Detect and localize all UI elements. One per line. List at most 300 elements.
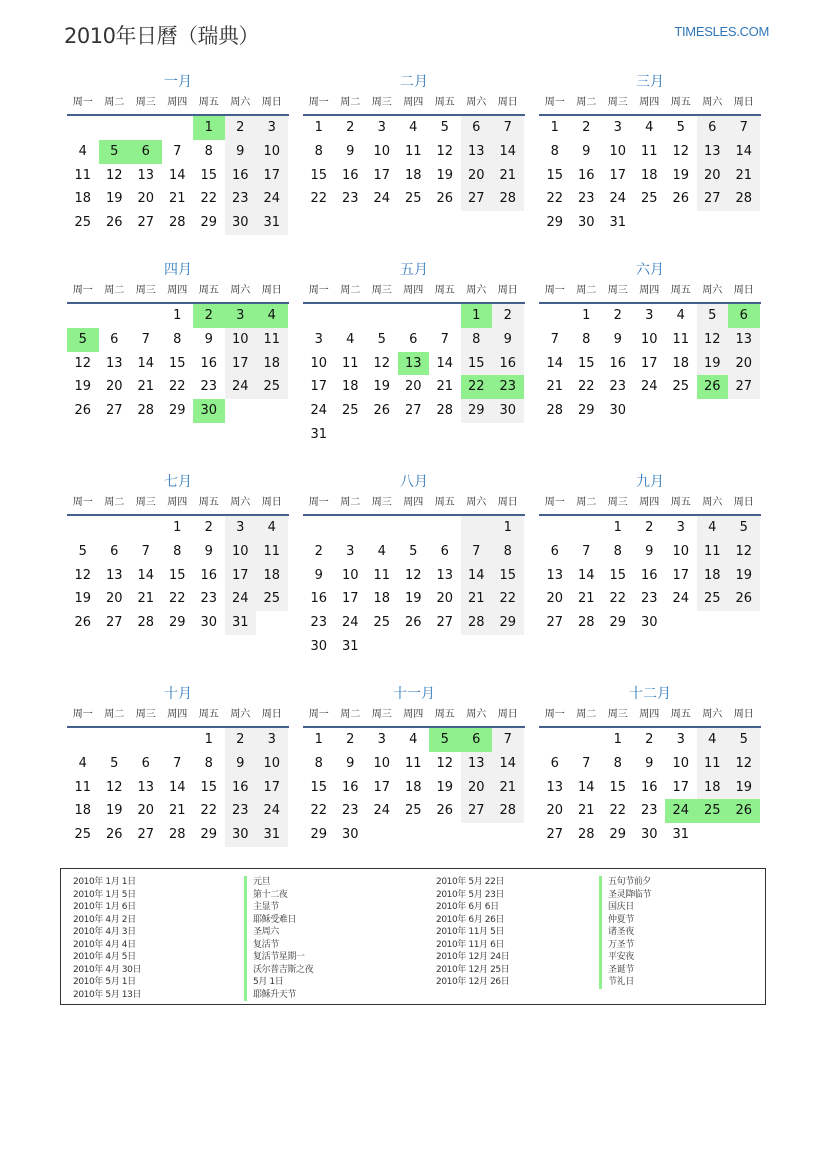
weekday-header [303,280,525,304]
day-cell: 6 [141,755,150,771]
weekday-label: 周三 [371,285,392,296]
day-cell: 11 [672,331,690,347]
empty-day-cell [67,116,99,140]
weekday-label: 周二 [104,709,125,720]
weekday-header [539,492,761,516]
day-cell: 4 [676,308,685,323]
day-cell: 29 [609,615,627,631]
day-cell: 1 [173,520,182,535]
weekday-label: 周三 [607,97,628,108]
day-cell: 29 [168,403,186,419]
weekday-label: 周三 [607,709,628,720]
day-grid [303,516,524,659]
day-cell: 27 [546,827,564,843]
day-cell: 8 [204,143,213,159]
day-cell: 22 [546,191,564,207]
month-name: 四月 [164,262,192,278]
day-cell: 3 [314,331,323,347]
day-cell: 19 [697,352,729,376]
holiday-day-cell: 23 [492,375,524,399]
day-cell: 27 [546,615,564,631]
day-cell: 20 [697,164,729,188]
weekday-label: 周四 [167,97,188,108]
weekday-label: 周四 [167,285,188,296]
day-cell: 21 [461,587,493,611]
holiday-day-cell: 2 [193,304,225,328]
day-cell: 15 [168,567,186,583]
day-cell: 21 [436,379,454,395]
day-cell: 7 [173,755,182,771]
day-cell: 11 [256,328,288,352]
day-cell: 10 [373,755,391,771]
day-cell: 17 [256,164,288,188]
weekday-header [67,92,289,116]
day-cell: 1 [204,732,213,747]
day-cell: 16 [225,164,257,188]
day-grid [303,116,524,211]
day-cell: 24 [256,799,288,823]
day-cell: 18 [640,167,658,183]
weekday-label: 周三 [371,709,392,720]
day-cell: 14 [461,564,493,588]
day-grid [67,516,288,635]
day-cell: 17 [310,379,328,395]
day-cell: 29 [168,615,186,631]
empty-day-cell [461,516,493,540]
empty-day-cell [130,728,162,752]
holiday-day-cell: 1 [461,304,493,328]
day-cell: 6 [110,543,119,559]
day-grid [303,728,524,847]
day-cell: 5 [728,516,760,540]
empty-day-cell [571,516,603,540]
day-cell: 14 [168,779,186,795]
holiday-date: 2010年 12月 25日 [436,964,510,975]
weekday-label: 周五 [198,709,219,720]
day-cell: 28 [461,611,493,635]
day-cell: 13 [697,140,729,164]
day-cell: 31 [256,211,288,235]
day-cell: 23 [640,803,658,819]
holiday-date: 2010年 5月 23日 [436,889,505,900]
weekday-label: 周三 [135,709,156,720]
weekday-label: 周六 [466,285,487,296]
day-cell: 24 [225,375,257,399]
day-cell: 21 [577,803,595,819]
weekday-label: 周五 [434,97,455,108]
day-cell: 30 [609,403,627,419]
day-cell: 21 [492,164,524,188]
weekday-label: 周五 [434,285,455,296]
day-cell: 29 [461,399,493,423]
weekday-label: 周一 [72,497,93,508]
day-cell: 28 [168,215,186,231]
day-cell: 14 [492,752,524,776]
weekday-header [539,280,761,304]
day-cell: 13 [546,779,564,795]
day-cell: 30 [225,823,257,847]
day-cell: 3 [256,728,288,752]
day-cell: 26 [436,803,454,819]
day-cell: 9 [225,752,257,776]
weekday-label: 周一 [72,97,93,108]
day-cell: 11 [697,540,729,564]
weekday-label: 周四 [167,497,188,508]
day-cell: 3 [256,116,288,140]
day-cell: 7 [550,331,559,347]
day-cell: 31 [256,823,288,847]
weekday-label: 周四 [403,497,424,508]
day-cell: 25 [697,587,729,611]
day-cell: 7 [141,543,150,559]
weekday-label: 周五 [198,497,219,508]
day-cell: 17 [341,591,359,607]
weekday-label: 周日 [261,97,282,108]
weekday-label: 周二 [340,497,361,508]
day-cell: 4 [645,120,654,135]
day-cell: 21 [168,803,186,819]
day-cell: 26 [436,191,454,207]
day-cell: 12 [74,355,92,371]
weekday-label: 周二 [340,709,361,720]
day-cell: 31 [609,215,627,231]
day-cell: 2 [492,304,524,328]
day-cell: 1 [613,520,622,535]
weekday-label: 周一 [544,285,565,296]
day-cell: 4 [346,331,355,347]
day-cell: 31 [225,611,257,635]
day-cell: 14 [436,355,454,371]
empty-day-cell [366,516,398,540]
holiday-day-cell: 1 [193,116,225,140]
day-cell: 13 [105,355,123,371]
day-cell: 5 [676,120,685,135]
day-cell: 15 [577,355,595,371]
weekday-label: 周六 [230,709,251,720]
day-cell: 5 [110,755,119,771]
weekday-label: 周四 [639,285,660,296]
day-cell: 20 [137,803,155,819]
day-cell: 6 [409,331,418,347]
day-cell: 10 [672,755,690,771]
weekday-label: 周三 [607,285,628,296]
day-cell: 4 [409,120,418,135]
holiday-date: 2010年 5月 13日 [73,989,142,1000]
holiday-date: 2010年 4月 4日 [73,939,136,950]
holiday-date: 2010年 4月 30日 [73,964,142,975]
day-cell: 27 [697,187,729,211]
day-cell: 28 [492,187,524,211]
day-cell: 7 [440,331,449,347]
day-cell: 30 [640,827,658,843]
day-cell: 7 [582,755,591,771]
day-cell: 5 [728,728,760,752]
day-cell: 29 [310,827,328,843]
holiday-day-cell: 30 [193,399,225,423]
day-cell: 23 [225,187,257,211]
empty-day-cell [398,304,430,328]
day-cell: 21 [728,164,760,188]
weekday-label: 周四 [639,709,660,720]
day-cell: 11 [74,167,92,183]
weekday-label: 周三 [371,497,392,508]
holiday-date: 2010年 1月 1日 [73,877,136,887]
day-cell: 6 [550,543,559,559]
day-cell: 8 [173,331,182,347]
weekday-label: 周一 [308,285,329,296]
weekday-label: 周三 [135,285,156,296]
day-cell: 22 [609,803,627,819]
day-cell: 19 [74,379,92,395]
day-cell: 16 [341,779,359,795]
day-cell: 7 [728,116,760,140]
day-cell: 16 [609,355,627,371]
day-cell: 19 [105,803,123,819]
day-cell: 18 [256,564,288,588]
month-block [67,472,289,635]
day-cell: 3 [613,120,622,135]
day-cell: 4 [256,516,288,540]
day-cell: 2 [613,308,622,323]
empty-day-cell [539,728,571,752]
weekday-label: 周五 [670,97,691,108]
day-cell: 15 [168,355,186,371]
day-cell: 22 [577,379,595,395]
weekday-header [303,492,525,516]
day-cell: 3 [645,308,654,323]
month-name: 十一月 [393,686,435,702]
holiday-date: 2010年 4月 3日 [73,927,136,937]
day-cell: 12 [672,143,690,159]
month-name: 八月 [400,474,428,490]
weekday-label: 周日 [733,497,754,508]
day-cell: 12 [436,143,454,159]
weekday-label: 周三 [135,97,156,108]
day-cell: 23 [640,591,658,607]
month-block [303,472,525,659]
weekday-label: 周日 [497,709,518,720]
month-block [303,684,525,847]
day-cell: 19 [373,379,391,395]
day-cell: 28 [137,403,155,419]
day-cell: 25 [341,403,359,419]
day-cell: 1 [314,732,323,747]
day-cell: 3 [377,732,386,747]
day-cell: 23 [609,379,627,395]
weekday-label: 周五 [434,709,455,720]
day-cell: 19 [105,191,123,207]
day-cell: 26 [672,191,690,207]
holiday-name: 主显节 [244,901,313,914]
day-cell: 20 [461,164,493,188]
day-cell: 21 [577,591,595,607]
day-cell: 29 [577,403,595,419]
holiday-name: 诸圣夜 [599,926,651,939]
day-cell: 21 [168,191,186,207]
empty-day-cell [366,304,398,328]
day-cell: 17 [672,567,690,583]
day-cell: 25 [404,803,422,819]
holiday-name-column [244,876,313,1001]
empty-day-cell [130,304,162,328]
holiday-name: 圣周六 [244,926,313,939]
day-cell: 1 [550,120,559,135]
day-cell: 16 [640,779,658,795]
weekday-header [303,92,525,116]
day-cell: 16 [640,567,658,583]
month-block [539,72,761,235]
day-cell: 17 [225,352,257,376]
weekday-label: 周二 [576,709,597,720]
day-cell: 28 [577,827,595,843]
day-cell: 14 [577,567,595,583]
day-cell: 15 [492,564,524,588]
day-cell: 23 [310,615,328,631]
weekday-label: 周二 [104,497,125,508]
empty-day-cell [162,116,194,140]
day-cell: 18 [404,779,422,795]
day-cell: 10 [609,143,627,159]
holiday-name: 五旬节前夕 [599,876,651,889]
day-cell: 24 [373,191,391,207]
day-cell: 9 [613,331,622,347]
day-cell: 20 [137,191,155,207]
month-name: 三月 [636,74,664,90]
day-cell: 24 [341,615,359,631]
day-cell: 28 [728,187,760,211]
day-cell: 24 [256,187,288,211]
weekday-label: 周四 [639,497,660,508]
day-cell: 10 [256,140,288,164]
day-cell: 6 [440,543,449,559]
day-cell: 19 [728,564,760,588]
day-cell: 8 [461,328,493,352]
day-cell: 15 [546,167,564,183]
month-block [67,72,289,235]
day-cell: 6 [550,755,559,771]
weekday-label: 周一 [544,97,565,108]
day-cell: 15 [200,779,218,795]
month-block [67,260,289,423]
month-block [67,684,289,847]
holiday-name: 复活节星期一 [244,951,313,964]
weekday-label: 周六 [466,709,487,720]
day-cell: 21 [546,379,564,395]
holiday-day-cell: 3 [225,304,257,328]
holiday-date: 2010年 4月 5日 [73,952,136,962]
day-cell: 4 [697,728,729,752]
day-cell: 22 [492,587,524,611]
day-cell: 18 [341,379,359,395]
day-cell: 19 [728,776,760,800]
day-cell: 23 [200,379,218,395]
weekday-label: 周日 [497,97,518,108]
day-cell: 25 [672,379,690,395]
day-cell: 28 [168,827,186,843]
month-name: 十月 [164,686,192,702]
site-brand[interactable]: TIMESLES.COM [674,24,769,39]
weekday-label: 周一 [72,285,93,296]
weekday-label: 周三 [607,497,628,508]
day-cell: 7 [173,143,182,159]
day-cell: 26 [404,615,422,631]
empty-day-cell [99,516,131,540]
day-cell: 11 [697,752,729,776]
day-cell: 23 [577,191,595,207]
day-cell: 20 [728,352,760,376]
empty-day-cell [335,304,367,328]
day-cell: 29 [609,827,627,843]
day-cell: 13 [105,567,123,583]
month-block [539,260,761,423]
empty-day-cell [571,728,603,752]
day-cell: 24 [310,403,328,419]
month-block [539,684,761,847]
day-cell: 14 [546,355,564,371]
day-cell: 26 [105,827,123,843]
day-cell: 8 [613,543,622,559]
holiday-day-cell: 6 [461,728,493,752]
month-name: 一月 [164,74,192,90]
day-cell: 27 [461,799,493,823]
holiday-name: 仲夏节 [599,914,651,927]
day-cell: 27 [105,403,123,419]
day-grid [67,728,288,847]
day-grid [539,304,760,423]
day-cell: 30 [341,827,359,843]
month-block [539,472,761,635]
day-cell: 3 [225,516,257,540]
weekday-label: 周六 [466,497,487,508]
day-cell: 8 [550,143,559,159]
day-cell: 25 [373,615,391,631]
day-cell: 13 [546,567,564,583]
holiday-day-cell: 13 [398,352,430,376]
weekday-label: 周日 [733,285,754,296]
day-cell: 19 [436,779,454,795]
month-name: 五月 [400,262,428,278]
day-cell: 8 [204,755,213,771]
day-cell: 18 [672,355,690,371]
month-name: 七月 [164,474,192,490]
day-cell: 10 [341,567,359,583]
months-grid [67,72,761,862]
day-cell: 9 [225,140,257,164]
day-cell: 23 [200,591,218,607]
weekday-label: 周二 [576,97,597,108]
weekday-label: 周一 [308,97,329,108]
day-cell: 20 [404,379,422,395]
day-cell: 1 [613,732,622,747]
empty-day-cell [99,304,131,328]
day-cell: 13 [461,752,493,776]
weekday-header [539,704,761,728]
day-cell: 13 [137,779,155,795]
day-cell: 16 [200,355,218,371]
day-cell: 23 [225,799,257,823]
day-cell: 19 [672,167,690,183]
empty-day-cell [130,516,162,540]
day-cell: 8 [173,543,182,559]
day-cell: 21 [137,591,155,607]
holiday-name: 圣诞节 [599,964,651,977]
day-cell: 5 [697,304,729,328]
empty-day-cell [130,116,162,140]
weekday-label: 周日 [733,709,754,720]
day-cell: 2 [314,543,323,559]
weekday-label: 周一 [308,709,329,720]
day-cell: 15 [310,167,328,183]
